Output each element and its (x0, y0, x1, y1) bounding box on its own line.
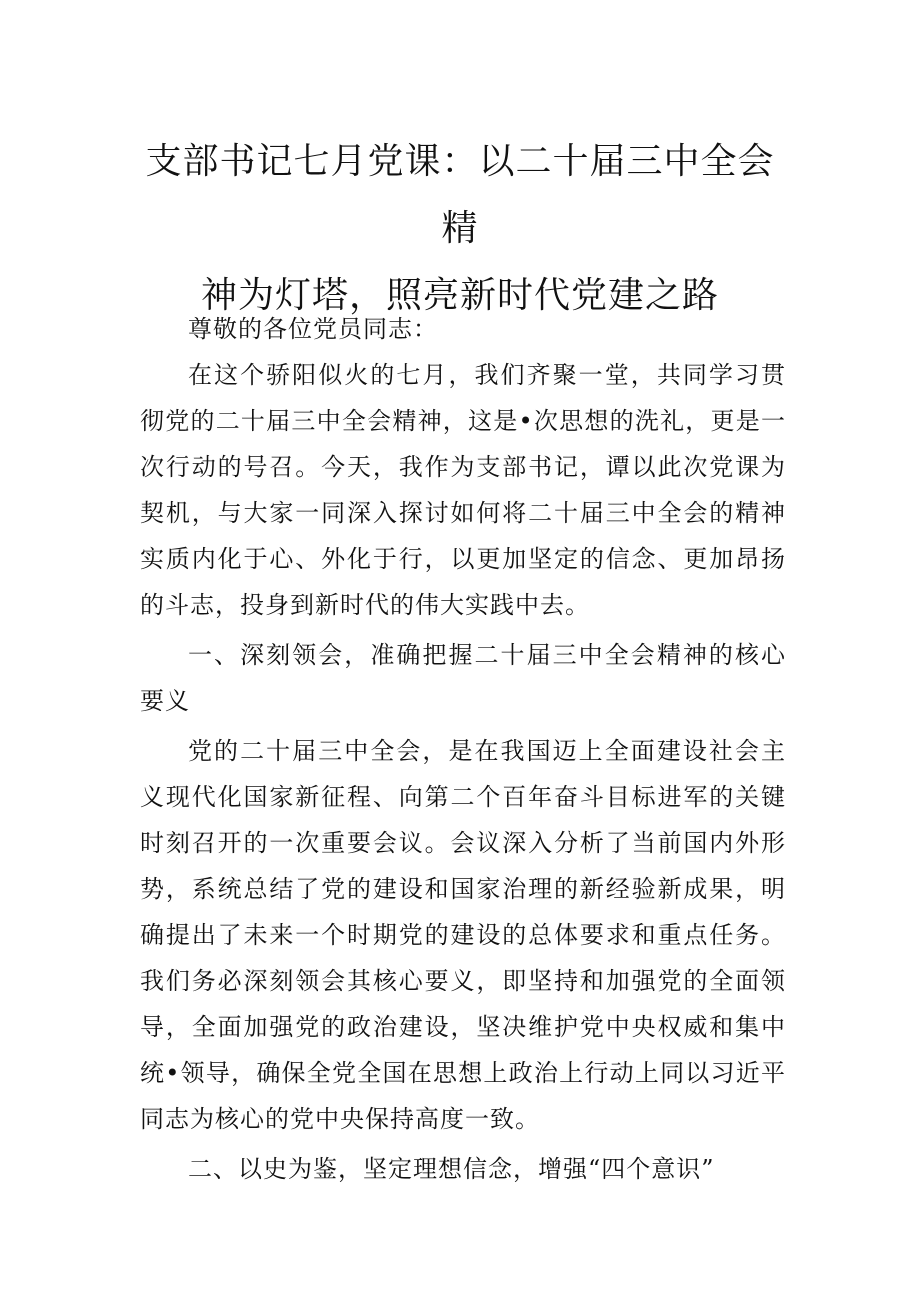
section-heading-2: 二、以史为鉴，坚定理想信念，增强“四个意识” (188, 1155, 715, 1183)
title-line-2: 神为灯塔，照亮新时代党建之路 (200, 275, 719, 316)
paragraph-intro: 在这个骄阳似火的七月，我们齐聚一堂，共同学习贯彻党的二十届三中全会精神，这是•次思想的洗礼，更是一次行动的号召。今天，我作为支部书记，谭以此次党课为契机，与大家一同深入探讨如何将二十届三中全会的精神实质内化于心、外化于行，以更加坚定的信念、更加昂扬的斗志，投身到新时代的伟大实践中去。 (140, 361, 786, 619)
document-title (140, 128, 780, 329)
salutation: 尊敬的各位党员同志： (188, 315, 438, 343)
paragraph-section-1: 党的二十届三中全会，是在我国迈上全面建设社会主义现代化国家新征程、向第二个百年奋斗目标进军的关键时刻召开的一次重要会议。会议深入分析了当前国内外形势，系统总结了党的建设和国家治理的新经验新成果，明确提出了未来一个时期党的建设的总体要求和重点任务。我们务必深刻领会其核心要义，即坚持和加强党的全面领导，全面加强党的政治建设，坚决维护党中央权威和集中统•领导，确保全党全国在思想上政治上行动上同以习近平同志为核心的党中央保持高度一致。 (140, 737, 786, 1133)
section-heading-1: 一、深刻领会，准确把握二十届三中全会精神的核心要义 (140, 641, 786, 715)
document-body (140, 306, 786, 1192)
title-line-1: 支部书记七月党课：以二十届三中全会精 (145, 141, 775, 249)
